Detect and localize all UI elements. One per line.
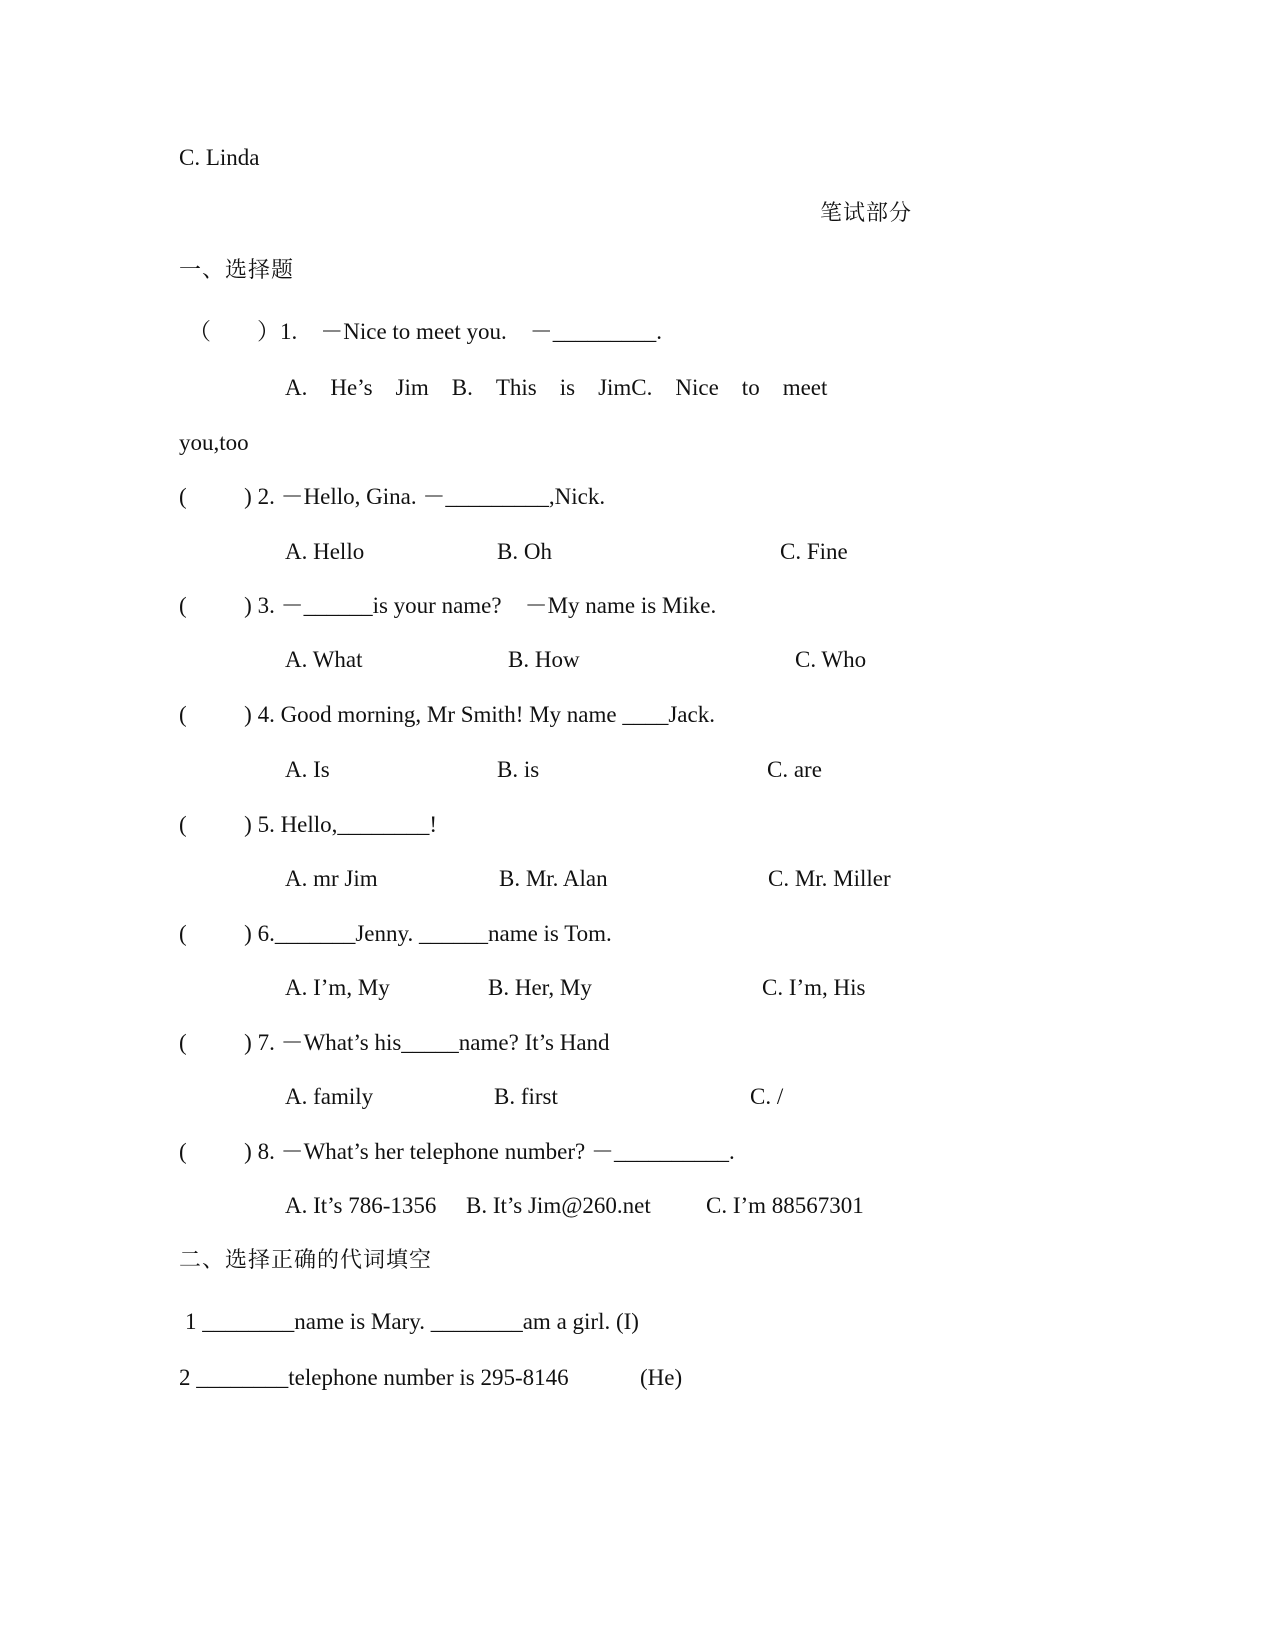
question-2-option-b: B. Oh	[497, 539, 552, 564]
question-7-option-b: B. first	[494, 1084, 558, 1109]
question-2-option-a: A. Hello	[285, 539, 365, 564]
part2-item-1: 1 ________name is Mary. ________am a girl. (I)	[185, 1309, 639, 1334]
part2-heading: 二、选择正确的代词填空	[179, 1248, 433, 1273]
question-2-stem: ( ) 2. －Hello, Gina. －_________,Nick.	[179, 484, 606, 509]
question-1-continuation: you,too	[179, 430, 249, 455]
question-7-option-a: A. family	[285, 1084, 374, 1109]
question-7-stem: ( ) 7. －What’s his_____name? It’s Hand	[179, 1030, 610, 1055]
top-option-text: C. Linda	[179, 145, 260, 170]
question-5-option-a: A. mr Jim	[285, 866, 378, 891]
question-6-option-a: A. I’m, My	[285, 975, 390, 1000]
question-1-options: A. He’s Jim B. This is JimC. Nice to meet	[285, 375, 828, 400]
question-5-option-c: C. Mr. Miller	[768, 866, 891, 891]
question-2-option-c: C. Fine	[780, 539, 848, 564]
question-7-option-c: C. /	[750, 1084, 784, 1109]
question-8-option-b: B. It’s Jim@260.net	[466, 1193, 651, 1218]
question-5-option-b: B. Mr. Alan	[499, 866, 608, 891]
question-6-stem: ( ) 6._______Jenny. ______name is Tom.	[179, 921, 612, 946]
question-3-option-b: B. How	[508, 647, 580, 672]
question-8-stem: ( ) 8. －What’s her telephone number? －__________.	[179, 1139, 735, 1164]
question-4-option-a: A. Is	[285, 757, 330, 782]
question-3-option-c: C. Who	[795, 647, 867, 672]
question-5-stem: ( ) 5. Hello,________!	[179, 812, 438, 837]
question-6-option-c: C. I’m, His	[762, 975, 866, 1000]
question-4-stem: ( ) 4. Good morning, Mr Smith! My name ____Jack.	[179, 702, 715, 727]
question-4-option-b: B. is	[497, 757, 540, 782]
question-3-stem: ( ) 3. －______is your name? －My name is Mike.	[179, 593, 717, 618]
question-1-stem: （ ）1. －Nice to meet you. －_________.	[188, 319, 663, 344]
question-4-option-c: C. are	[767, 757, 822, 782]
question-3-option-a: A. What	[285, 647, 363, 672]
question-6-option-b: B. Her, My	[488, 975, 592, 1000]
question-8-option-a: A. It’s 786-1356	[285, 1193, 437, 1218]
part2-item-2: 2 ________telephone number is 295-8146	[179, 1365, 569, 1390]
part2-item-2-hint: (He)	[640, 1365, 683, 1390]
part1-heading: 一、选择题	[179, 258, 295, 283]
question-8-option-c: C. I’m 88567301	[706, 1193, 864, 1218]
section-title: 笔试部分	[820, 201, 913, 226]
